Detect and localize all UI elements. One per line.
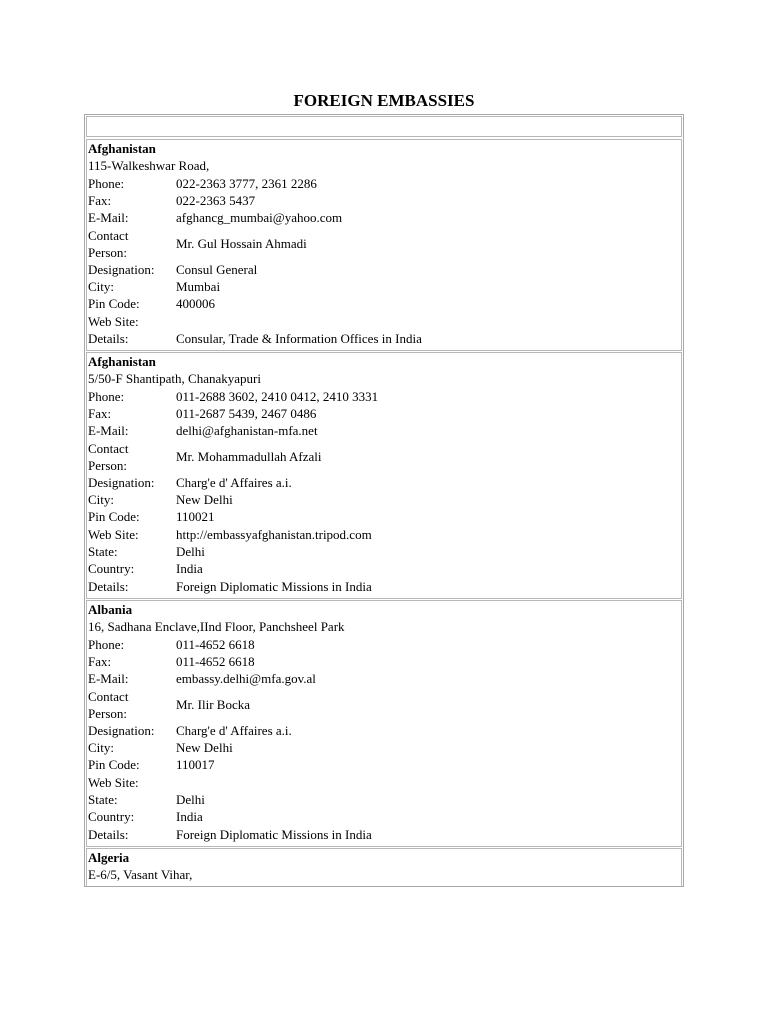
contact-value: Mr. Gul Hossain Ahmadi [176, 236, 307, 251]
fax-value: 011-2687 5439, 2467 0486 [176, 406, 317, 421]
phone-value: 011-4652 6618 [176, 637, 255, 652]
email-label: E-Mail: [88, 210, 129, 225]
contact-value: Mr. Mohammadullah Afzali [176, 449, 322, 464]
city-value: New Delhi [176, 492, 233, 507]
designation-label: Designation: [88, 723, 155, 738]
address: 5/50-F Shantipath, Chanakyapuri [88, 371, 261, 386]
details-value: Consular, Trade & Information Offices in India [176, 331, 422, 346]
pin-value: 110021 [176, 509, 215, 524]
empty-header-cell [86, 116, 682, 137]
contact-label: Contact Person: [88, 441, 129, 473]
country-name: Algeria [88, 850, 130, 865]
details-value: Foreign Diplomatic Missions in India [176, 827, 372, 842]
fax-label: Fax: [88, 654, 112, 669]
details-value: Foreign Diplomatic Missions in India [176, 579, 372, 594]
fax-value: 011-4652 6618 [176, 654, 255, 669]
details-label: Details: [88, 331, 129, 346]
country-value: India [176, 809, 203, 824]
pin-label: Pin Code: [88, 509, 140, 524]
embassy-entry [86, 600, 682, 847]
country-label: Country: [88, 561, 135, 576]
email-value: embassy.delhi@mfa.gov.al [176, 671, 316, 686]
embassy-entry [86, 352, 682, 599]
city-label: City: [88, 740, 115, 755]
country-name: Afghanistan [88, 141, 156, 156]
details-label: Details: [88, 579, 129, 594]
state-value: Delhi [176, 792, 205, 807]
phone-label: Phone: [88, 637, 125, 652]
website-link[interactable]: http://embassyafghanistan.tripod.com [176, 527, 372, 542]
phone-label: Phone: [88, 176, 125, 191]
embassy-table [84, 114, 684, 887]
pin-value: 110017 [176, 757, 215, 772]
page-title: FOREIGN EMBASSIES [293, 91, 475, 110]
fax-label: Fax: [88, 193, 112, 208]
phone-label: Phone: [88, 389, 125, 404]
designation-value: Charg'e d' Affaires a.i. [176, 475, 292, 490]
address: E-6/5, Vasant Vihar, [88, 867, 193, 882]
country-name: Albania [88, 602, 133, 617]
contact-label: Contact Person: [88, 689, 129, 721]
designation-value: Charg'e d' Affaires a.i. [176, 723, 292, 738]
designation-label: Designation: [88, 475, 155, 490]
embassy-entry [86, 139, 682, 351]
country-value: India [176, 561, 203, 576]
fax-value: 022-2363 5437 [176, 193, 256, 208]
pin-value: 400006 [176, 296, 215, 311]
email-value: delhi@afghanistan-mfa.net [176, 423, 318, 438]
email-label: E-Mail: [88, 423, 129, 438]
designation-value: Consul General [176, 262, 258, 277]
details-label: Details: [88, 827, 129, 842]
address: 115-Walkeshwar Road, [88, 158, 210, 173]
embassy-entry [86, 848, 682, 887]
designation-label: Designation: [88, 262, 155, 277]
city-label: City: [88, 279, 115, 294]
fax-label: Fax: [88, 406, 112, 421]
state-label: State: [88, 544, 118, 559]
email-value: afghancg_mumbai@yahoo.com [176, 210, 343, 225]
website-label: Web Site: [88, 527, 139, 542]
contact-value: Mr. Ilir Bocka [176, 697, 251, 712]
country-name: Afghanistan [88, 354, 156, 369]
pin-label: Pin Code: [88, 757, 140, 772]
pin-label: Pin Code: [88, 296, 140, 311]
phone-value: 011-2688 3602, 2410 0412, 2410 3331 [176, 389, 379, 404]
phone-value: 022-2363 3777, 2361 2286 [176, 176, 317, 191]
country-label: Country: [88, 809, 135, 824]
email-label: E-Mail: [88, 671, 129, 686]
city-label: City: [88, 492, 115, 507]
state-label: State: [88, 792, 118, 807]
city-value: New Delhi [176, 740, 233, 755]
website-label: Web Site: [88, 314, 139, 329]
address: 16, Sadhana Enclave,IInd Floor, Panchsheel Park [88, 619, 345, 634]
contact-label: Contact Person: [88, 228, 129, 260]
city-value: Mumbai [176, 279, 221, 294]
website-label: Web Site: [88, 775, 139, 790]
state-value: Delhi [176, 544, 205, 559]
